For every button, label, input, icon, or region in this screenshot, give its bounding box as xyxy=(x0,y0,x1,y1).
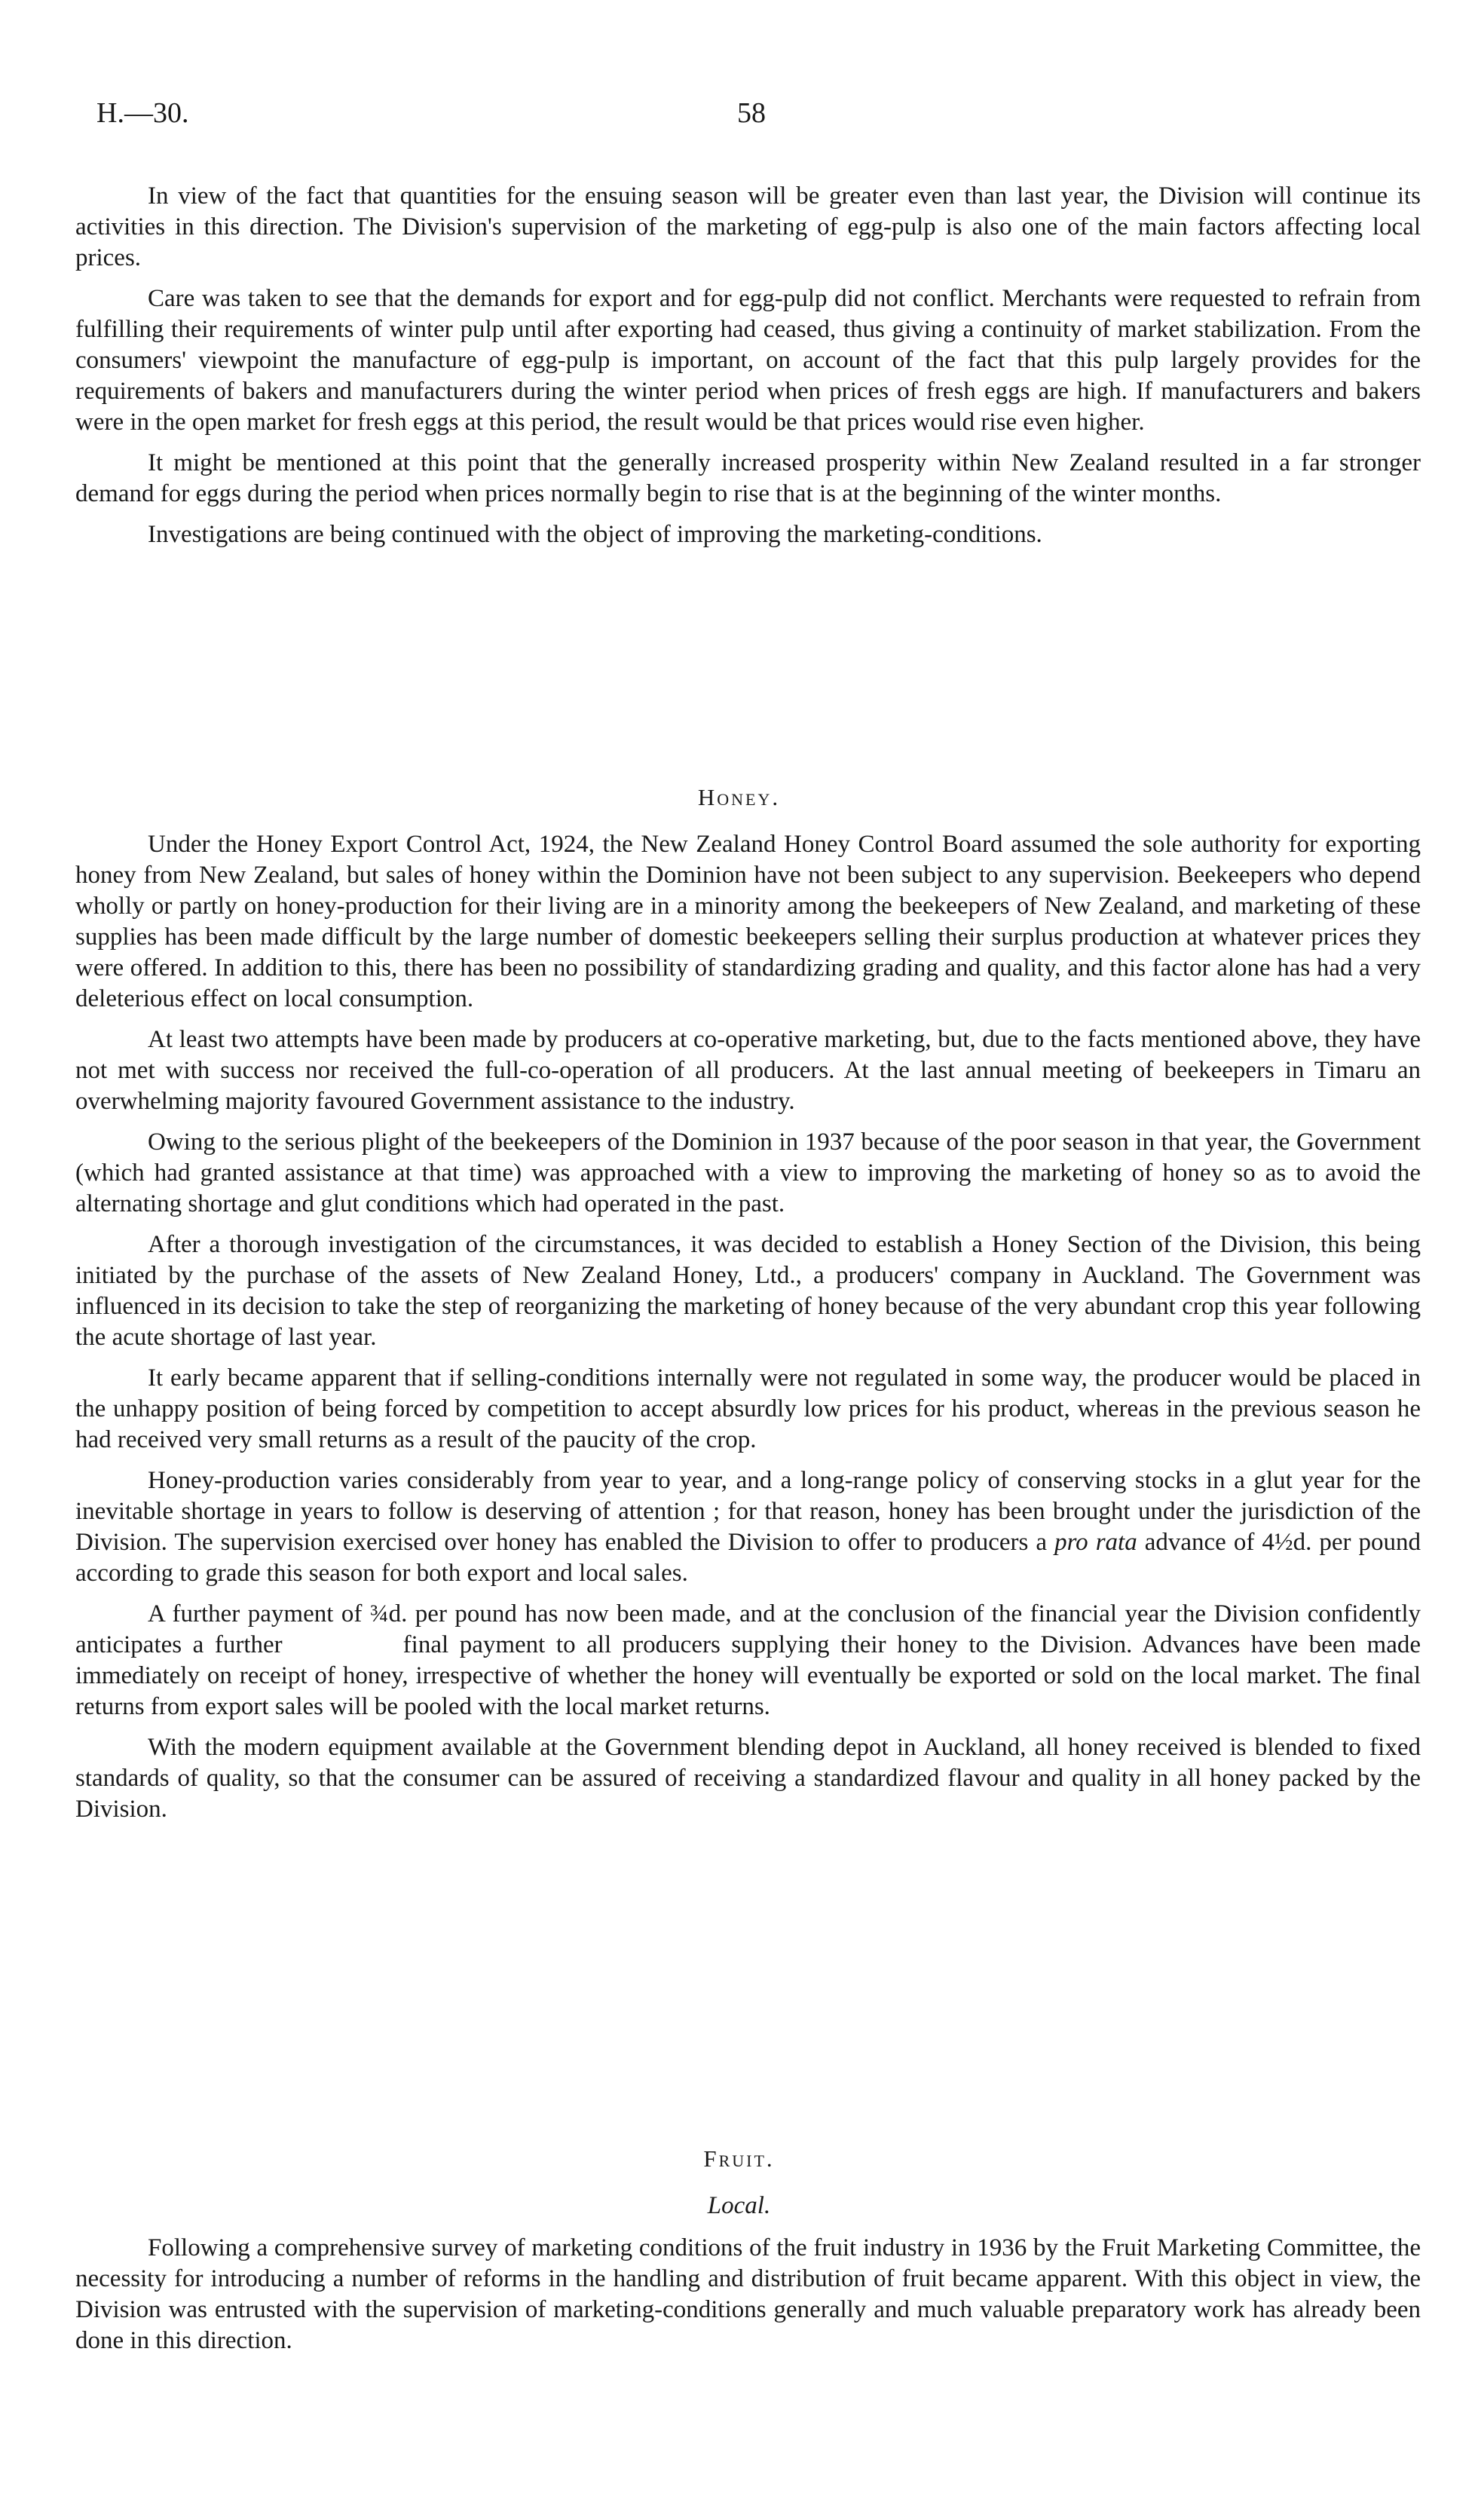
paragraph: Under the Honey Export Control Act, 1924, the New Zealand Honey Control Board assumed the sole authority for exporting honey from New Zealand, but sales of honey within the Dominion have not been subject to any supervision. Beekeepers who depend wholly or partly on honey-production for their living are in a minority among the beekeepers of New Zealand, and marketing of these supplies has been made difficult by the large number of domestic beekeepers selling their surplus production at whatever prices they were offered. In addition to this, there has been no possibility of standardizing grading and quality, and this factor alone has had a very deleterious effect on local consumption. xyxy=(75,831,1421,1012)
page-header xyxy=(96,96,1408,142)
paragraph xyxy=(75,1599,1421,1722)
paragraph: Following a comprehensive survey of marketing conditions of the fruit industry in 1936 by the Fruit Marketing Committee, the necessity for introducing a number of reforms in the handling and distribution of fruit became apparent. With this object in view, the Division was entrusted with the supervision of marketing-conditions generally and much valuable preparatory work has already been done in this direction. xyxy=(75,2234,1421,2354)
paragraph: At least two attempts have been made by producers at co-operative marketing, but, due to the facts mentioned above, they have not met with success nor received the full-co-operation of all producers. At the last annual meeting of beekeepers in Timaru an overwhelming majority favoured Government assistance to the industry. xyxy=(75,1026,1421,1115)
paragraph: With the modern equipment available at the Government blending depot in Auckland, all honey received is blended to fixed standards of quality, so that the consumer can be assured of receiving a standardized flavour and quality in all honey packed by the Division. xyxy=(75,1734,1421,1823)
paragraph: It might be mentioned at this point that the generally increased prosperity within New Zealand resulted in a far stronger demand for eggs during the period when prices normally begin to rise that is at the beginning of the winter months. xyxy=(75,449,1421,507)
text-run: advance of 4½d. per pound according to grade this season for both export and local sales. xyxy=(75,1529,1421,1587)
eggs-section xyxy=(75,181,1421,560)
document-reference: H.—30. xyxy=(96,97,189,129)
fruit-section xyxy=(75,2233,1421,2366)
paragraph: Owing to the serious plight of the beekeepers of the Dominion in 1937 because of the poor season in that year, the Government (which had granted assistance at that time) was approached with a view to improving the marketing of honey so as to avoid the alternating shortage and glut conditions which had operated in the past. xyxy=(75,1128,1421,1217)
paragraph: It early became apparent that if selling-conditions internally were not regulated in some way, the producer would be placed in the unhappy position of being forced by competition to accept absurdly low prices for his product, whereas in the previous season he had received very small returns as a result of the paucity of the crop. xyxy=(75,1364,1421,1453)
paragraph xyxy=(75,1465,1421,1589)
fruit-subheading: Local. xyxy=(707,2192,771,2219)
text-run: final payment to all producers supplying their honey to the Division. Advances have been made immediately on receipt of honey, irrespective of whether the honey will eventually be exported or sold on the local market. The final returns from export sales will be pooled with the local market returns. xyxy=(75,1631,1421,1720)
text-run: Honey-production varies considerably from year to year, and a long-range policy of conserving stocks in a glut year for the inevitable shortage in years to follow is deserving of attention ; for that reason, honey has been brought under the jurisdiction of the Division. The supervision exercised over honey has enabled the Division to offer to producers a xyxy=(75,1467,1421,1556)
fruit-heading: Fruit. xyxy=(703,2145,775,2172)
honey-section xyxy=(75,829,1421,1835)
text-run: A further payment of ¾d. per pound has now been made, and at the conclusion of the financial year the Division confidently anticipates a further xyxy=(75,1600,1421,1658)
paragraph: In view of the fact that quantities for the ensuing season will be greater even than last year, the Division will continue its activities in this direction. The Division's supervision of the marketing of egg-pulp is also one of the main factors affecting local prices. xyxy=(75,182,1421,271)
paragraph: Care was taken to see that the demands for export and for egg-pulp did not conflict. Merchants were requested to refrain from fulfilling their requirements of winter pulp until after exporting had ceased, thus giving a continuity of market stabilization. From the consumers' viewpoint the manufacture of egg-pulp is important, on account of the fact that this pulp largely provides for the requirements of bakers and manufacturers during the winter period when prices of fresh eggs are high. If manufacturers and bakers were in the open market for fresh eggs at this period, the result would be that prices would rise even higher. xyxy=(75,285,1421,436)
paragraph: Investigations are being continued with the object of improving the marketing-conditions. xyxy=(148,521,1042,548)
honey-heading: Honey. xyxy=(697,784,781,810)
italic-term: pro rata xyxy=(1054,1529,1137,1556)
paragraph: After a thorough investigation of the circumstances, it was decided to establish a Honey Section of the Division, this being initiated by the purchase of the assets of New Zealand Honey, Ltd., a producers' company in Auckland. The Government was influenced in its decision to take the step of reorganizing the marketing of honey because of the very abundant crop this year following the acute shortage of last year. xyxy=(75,1231,1421,1351)
page-number: 58 xyxy=(737,97,766,129)
